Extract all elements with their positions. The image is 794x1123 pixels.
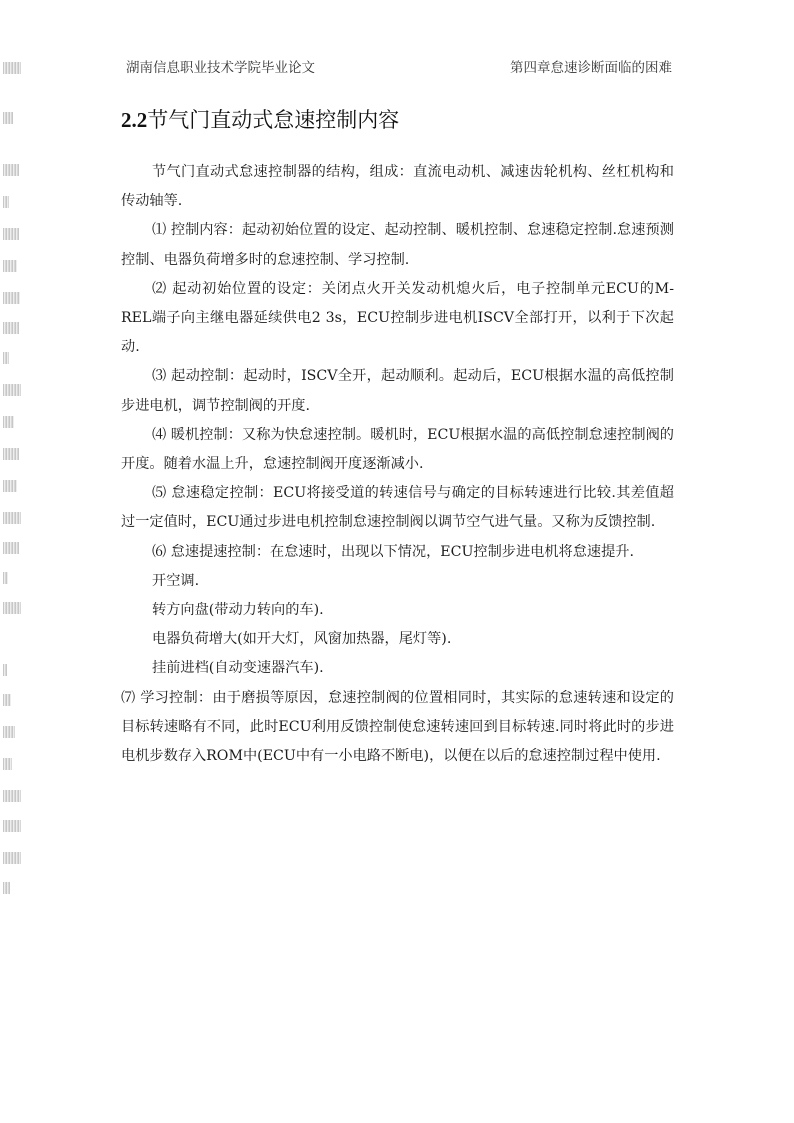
paragraph: ⑶ 起动控制：起动时，ISCV全开，起动顺利。起动后，ECU根据水温的高低控制步进电机，调节控制阀的开度. [121, 368, 674, 414]
list-item: 开空调. [152, 572, 200, 589]
scan-mark [3, 572, 8, 584]
scan-mark [3, 758, 12, 770]
scan-mark [3, 352, 9, 364]
scan-mark [3, 694, 11, 706]
scan-mark [3, 384, 21, 396]
paragraph: 节气门直动式怠速控制器的结构，组成：直流电动机、减速齿轮机构、丝杠机构和传动轴等. [121, 164, 674, 210]
header-right: 第四章怠速诊断面临的困难 [510, 60, 672, 76]
margin-scan-marks [3, 0, 23, 900]
header-left: 湖南信息职业技术学院毕业论文 [126, 60, 315, 76]
scan-mark [3, 664, 7, 676]
section-number: 2.2 [121, 108, 148, 132]
paragraph: ⑸ 怠速稳定控制：ECU将接受道的转速信号与确定的目标转速进行比较.其差值超过一定值时，ECU通过步进电机控制怠速控制阀以调节空气进气量。又称为反馈控制. [121, 485, 674, 531]
scan-mark [3, 448, 19, 460]
section-heading [121, 104, 399, 134]
scan-mark [3, 260, 17, 272]
paragraph: ⑴ 控制内容：起动初始位置的设定、起动控制、暖机控制、怠速稳定控制.怠速预测控制、电器负荷增多时的怠速控制、学习控制. [121, 222, 674, 268]
scan-mark [3, 292, 20, 304]
paragraph: ⑷ 暖机控制：又称为快怠速控制。暖机时，ECU根据水温的高低控制怠速控制阀的开度。随着水温上升，怠速控制阀开度逐渐减小. [121, 426, 674, 473]
scan-mark [3, 602, 21, 614]
scan-mark [3, 322, 19, 334]
scan-mark [3, 228, 19, 240]
scan-mark [3, 62, 21, 74]
paragraph: ⑵ 起动初始位置的设定：关闭点火开关发动机熄火后，电子控制单元ECU的M-REL端子向主继电器延续供电2 3s，ECU控制步进电机ISCV全部打开，以利于下次起动. [121, 280, 674, 356]
scan-mark [3, 112, 13, 124]
scan-mark [3, 882, 10, 894]
scan-mark [3, 416, 14, 428]
scan-mark [3, 790, 21, 802]
scan-mark [3, 480, 17, 492]
body-text [121, 158, 674, 771]
section-title: 节气门直动式怠速控制内容 [147, 108, 400, 132]
list-item: 挂前进档(自动变速器汽车). [152, 660, 324, 677]
paragraph: ⑺ 学习控制：由于磨损等原因，怠速控制阀的位置相同时，其实际的怠速转速和设定的目标转速略有不同，此时ECU利用反馈控制使怠速转速回到目标转速.同时将此时的步进电机步数存入ROM中(ECU中有一小电路不断电)，以便在以后的怠速控制过程中使用. [121, 689, 674, 765]
scan-mark [3, 852, 21, 864]
paragraph: ⑹ 怠速提速控制：在怠速时，出现以下情况，ECU控制步进电机将怠速提升. [152, 543, 635, 560]
scan-mark [3, 196, 9, 208]
page-header [126, 56, 672, 76]
scan-mark [3, 820, 21, 832]
scan-mark [3, 512, 21, 524]
scan-mark [3, 726, 15, 738]
scan-mark [3, 164, 19, 176]
scan-mark [3, 542, 19, 554]
list-item: 电器负荷增大(如开大灯，风窗加热器，尾灯等). [152, 631, 452, 648]
list-item: 转方向盘(带动力转向的车). [152, 602, 324, 619]
